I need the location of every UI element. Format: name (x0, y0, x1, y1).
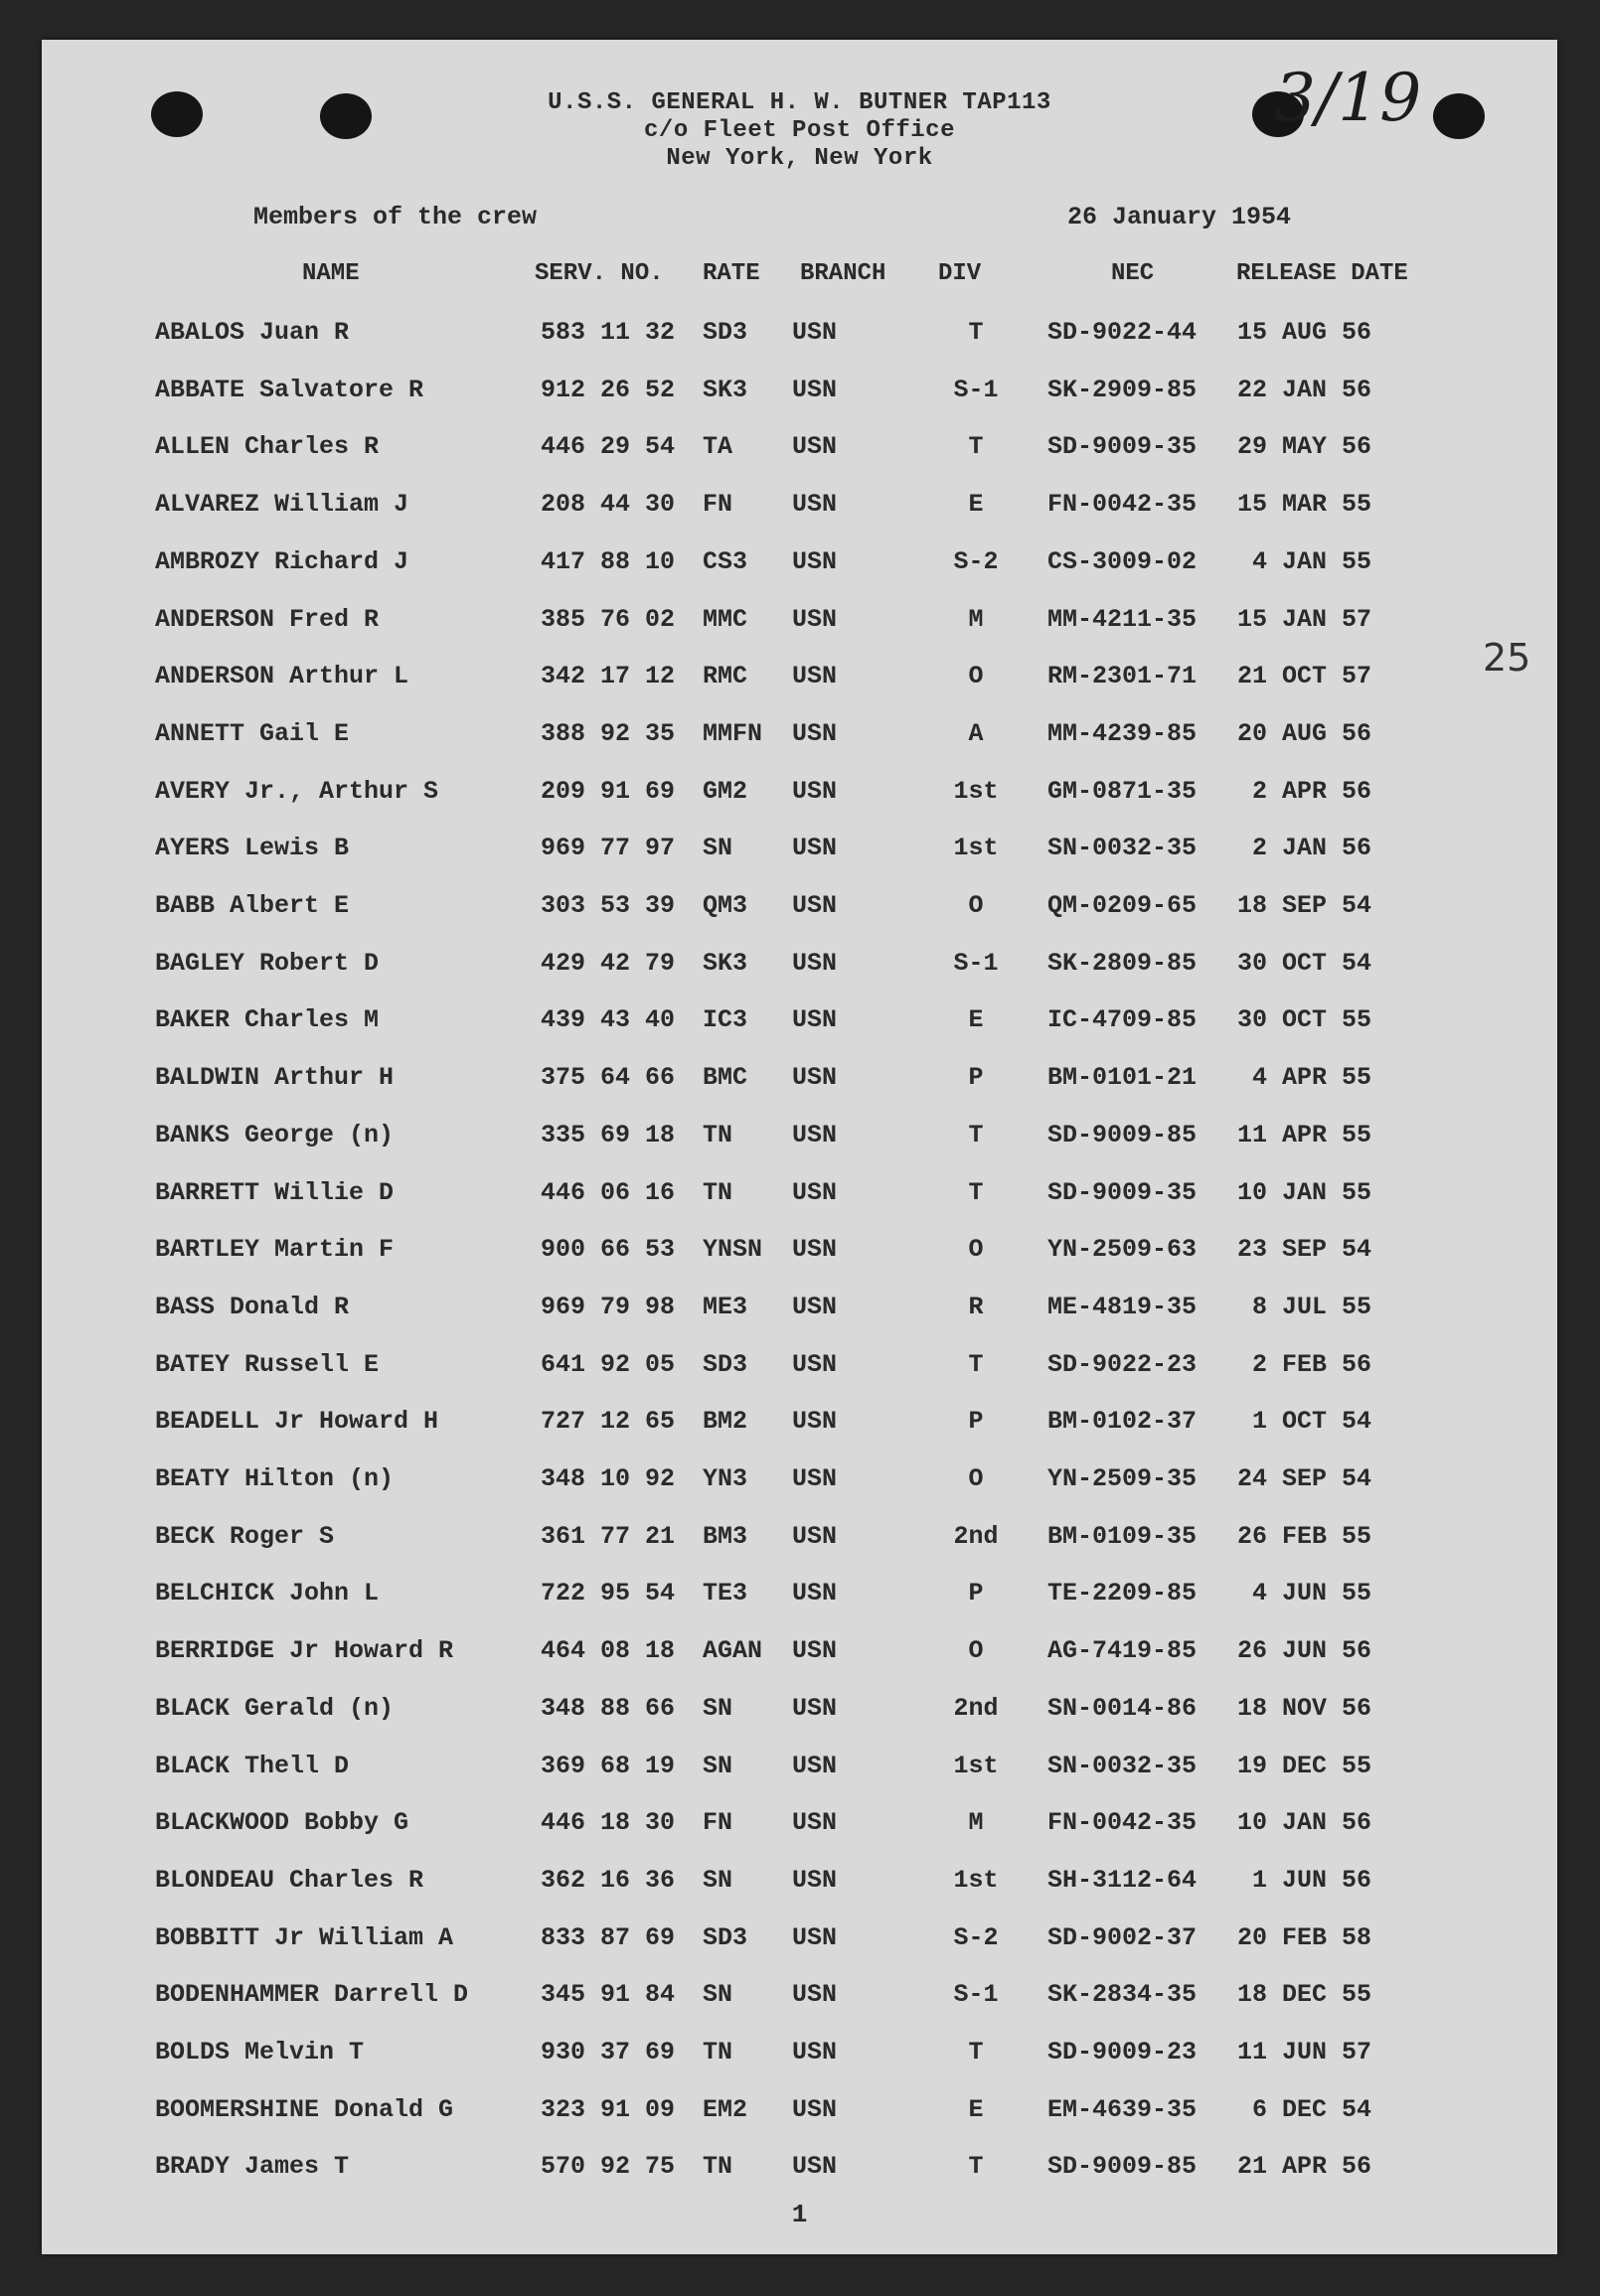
rate: SN (703, 1865, 733, 1895)
branch: USN (792, 1292, 838, 1321)
nec-code: TE-2209-85 (1047, 1579, 1198, 1608)
rate: TA (703, 432, 733, 462)
rate: TN (703, 2152, 733, 2182)
rate: QM3 (703, 891, 748, 920)
rate: GM2 (703, 776, 748, 806)
branch: USN (792, 834, 838, 863)
crew-name: BLONDEAU Charles R (155, 1865, 424, 1895)
division: S-1 (953, 375, 999, 404)
nec-code: SD-9009-85 (1047, 1120, 1198, 1149)
nec-code: SD-9009-35 (1047, 432, 1198, 462)
table-row (42, 1866, 1557, 1906)
branch: USN (792, 1120, 838, 1149)
release-date: 19 DEC 55 (1236, 1751, 1371, 1780)
nec-code: CS-3009-02 (1047, 546, 1198, 576)
nec-code: YN-2509-63 (1047, 1235, 1198, 1265)
col-header-name: NAME (302, 260, 360, 287)
release-date: 30 OCT 55 (1236, 1005, 1371, 1035)
branch: USN (792, 1808, 838, 1838)
release-date: 4 APR 55 (1251, 1063, 1371, 1093)
nec-code: FN-0042-35 (1047, 490, 1198, 520)
col-header-nec: NEC (1111, 260, 1155, 287)
division: T (968, 2038, 984, 2066)
rate: MMC (703, 604, 748, 634)
table-row (42, 1407, 1557, 1447)
branch: USN (792, 1980, 838, 2010)
crew-name: AYERS Lewis B (155, 834, 350, 863)
rate: MMFN (703, 718, 763, 748)
table-row (42, 891, 1557, 931)
division: P (968, 1407, 984, 1437)
crew-name: BOLDS Melvin T (155, 2038, 365, 2066)
release-date: 11 APR 55 (1236, 1120, 1371, 1149)
service-number: 342 17 12 (541, 662, 676, 691)
service-number: 362 16 36 (541, 1865, 676, 1895)
crew-name: BEADELL Jr Howard H (155, 1407, 439, 1437)
release-date: 29 MAY 56 (1236, 432, 1371, 462)
table-row (42, 376, 1557, 415)
service-number: 446 29 54 (541, 432, 676, 462)
col-header-div: DIV (938, 260, 982, 287)
col-header-rate: RATE (703, 260, 760, 287)
crew-name: ANDERSON Arthur L (155, 662, 409, 691)
table-row (42, 1579, 1557, 1618)
table-row (42, 2152, 1557, 2192)
release-date: 18 NOV 56 (1236, 1693, 1371, 1723)
nec-code: BM-0101-21 (1047, 1063, 1198, 1093)
division: 1st (953, 834, 999, 863)
release-date: 10 JAN 55 (1236, 1177, 1371, 1207)
release-date: 22 JAN 56 (1236, 375, 1371, 404)
service-number: 323 91 09 (541, 2094, 676, 2124)
nec-code: SD-9009-23 (1047, 2038, 1198, 2066)
service-number: 361 77 21 (541, 1521, 676, 1551)
release-date: 18 DEC 55 (1236, 1980, 1371, 2010)
page-number: 1 (791, 2200, 808, 2229)
rate: TE3 (703, 1579, 748, 1608)
crew-name: BASS Donald R (155, 1292, 350, 1321)
branch: USN (792, 546, 838, 576)
table-row (42, 2038, 1557, 2077)
branch: USN (792, 1005, 838, 1035)
nec-code: QM-0209-65 (1047, 891, 1198, 920)
nec-code: MM-4211-35 (1047, 604, 1198, 634)
branch: USN (792, 1922, 838, 1952)
release-date: 26 FEB 55 (1236, 1521, 1371, 1551)
nec-code: SN-0032-35 (1047, 834, 1198, 863)
crew-name: BAKER Charles M (155, 1005, 380, 1035)
division: 2nd (953, 1521, 999, 1551)
crew-name: BLACK Gerald (n) (155, 1693, 395, 1723)
service-number: 345 91 84 (541, 1980, 676, 2010)
division: M (968, 1808, 984, 1838)
rate: EM2 (703, 2094, 748, 2124)
release-date: 20 FEB 58 (1236, 1922, 1371, 1952)
rate: ME3 (703, 1292, 748, 1321)
division: 2nd (953, 1693, 999, 1723)
division: O (968, 891, 984, 920)
crew-name: BABB Albert E (155, 891, 350, 920)
table-row (42, 1235, 1557, 1275)
branch: USN (792, 1579, 838, 1608)
table-row (42, 1121, 1557, 1160)
branch: USN (792, 1865, 838, 1895)
table-row (42, 1178, 1557, 1218)
release-date: 24 SEP 54 (1236, 1464, 1371, 1493)
service-number: 375 64 66 (541, 1063, 676, 1093)
release-date: 20 AUG 56 (1236, 718, 1371, 748)
rate: FN (703, 490, 733, 520)
branch: USN (792, 2152, 838, 2182)
branch: USN (792, 1235, 838, 1265)
col-header-branch: BRANCH (800, 260, 886, 287)
division: O (968, 1636, 984, 1666)
service-number: 209 91 69 (541, 776, 676, 806)
service-number: 446 06 16 (541, 1177, 676, 1207)
division: E (968, 490, 984, 520)
nec-code: FN-0042-35 (1047, 1808, 1198, 1838)
rate: BM3 (703, 1521, 748, 1551)
release-date: 2 JAN 56 (1251, 834, 1371, 863)
division: E (968, 1005, 984, 1035)
service-number: 208 44 30 (541, 490, 676, 520)
crew-name: BODENHAMMER Darrell D (155, 1980, 469, 2010)
branch: USN (792, 1177, 838, 1207)
division: S-1 (953, 948, 999, 978)
service-number: 303 53 39 (541, 891, 676, 920)
crew-name: BEATY Hilton (n) (155, 1464, 395, 1493)
nec-code: YN-2509-35 (1047, 1464, 1198, 1493)
nec-code: RM-2301-71 (1047, 662, 1198, 691)
table-row (42, 1522, 1557, 1562)
nec-code: SK-2809-85 (1047, 948, 1198, 978)
table-row (42, 1752, 1557, 1791)
rate: YN3 (703, 1464, 748, 1493)
nec-code: IC-4709-85 (1047, 1005, 1198, 1035)
branch: USN (792, 432, 838, 462)
table-row (42, 1636, 1557, 1676)
table-row (42, 1923, 1557, 1963)
release-date: 18 SEP 54 (1236, 891, 1371, 920)
rate: YNSN (703, 1235, 763, 1265)
branch: USN (792, 604, 838, 634)
crew-name: BATEY Russell E (155, 1349, 380, 1379)
crew-name: ABBATE Salvatore R (155, 375, 424, 404)
rate: BMC (703, 1063, 748, 1093)
table-row (42, 547, 1557, 587)
service-number: 385 76 02 (541, 604, 676, 634)
division: P (968, 1579, 984, 1608)
service-number: 335 69 18 (541, 1120, 676, 1149)
rate: FN (703, 1808, 733, 1838)
crew-name: ALLEN Charles R (155, 432, 380, 462)
release-date: 8 JUL 55 (1251, 1292, 1371, 1321)
service-number: 464 08 18 (541, 1636, 676, 1666)
crew-name: ABALOS Juan R (155, 318, 350, 347)
division: T (968, 1349, 984, 1379)
table-row (42, 1350, 1557, 1390)
release-date: 11 JUN 57 (1236, 2038, 1371, 2066)
crew-name: ANNETT Gail E (155, 718, 350, 748)
crew-name: AMBROZY Richard J (155, 546, 409, 576)
release-date: 15 JAN 57 (1236, 604, 1371, 634)
branch: USN (792, 2038, 838, 2066)
service-number: 369 68 19 (541, 1751, 676, 1780)
division: T (968, 1120, 984, 1149)
branch: USN (792, 1693, 838, 1723)
table-row (42, 432, 1557, 472)
division: S-1 (953, 1980, 999, 2010)
division: O (968, 1464, 984, 1493)
crew-name: BAGLEY Robert D (155, 948, 380, 978)
rate: SN (703, 834, 733, 863)
service-number: 348 10 92 (541, 1464, 676, 1493)
rate: SK3 (703, 375, 748, 404)
crew-name: BALDWIN Arthur H (155, 1063, 395, 1093)
release-date: 2 APR 56 (1251, 776, 1371, 806)
service-number: 833 87 69 (541, 1922, 676, 1952)
division: S-2 (953, 1922, 999, 1952)
division: 1st (953, 776, 999, 806)
division: T (968, 318, 984, 347)
rate: SD3 (703, 1922, 748, 1952)
nec-code: SN-0032-35 (1047, 1751, 1198, 1780)
col-header-serv-no: SERV. NO. (535, 260, 664, 287)
table-row (42, 1694, 1557, 1734)
branch: USN (792, 776, 838, 806)
rate: TN (703, 1120, 733, 1149)
service-number: 583 11 32 (541, 318, 676, 347)
crew-name: ALVAREZ William J (155, 490, 409, 520)
division: R (968, 1292, 984, 1321)
service-number: 900 66 53 (541, 1235, 676, 1265)
col-header-release-date: RELEASE DATE (1236, 260, 1408, 287)
nec-code: MM-4239-85 (1047, 718, 1198, 748)
branch: USN (792, 375, 838, 404)
table-row (42, 1063, 1557, 1103)
release-date: 26 JUN 56 (1236, 1636, 1371, 1666)
nec-code: SK-2909-85 (1047, 375, 1198, 404)
crew-name: AVERY Jr., Arthur S (155, 776, 439, 806)
nec-code: BM-0109-35 (1047, 1521, 1198, 1551)
table-row (42, 1005, 1557, 1045)
nec-code: AG-7419-85 (1047, 1636, 1198, 1666)
crew-name: BRADY James T (155, 2152, 350, 2182)
table-row (42, 318, 1557, 358)
table-row (42, 777, 1557, 817)
crew-name: BANKS George (n) (155, 1120, 395, 1149)
side-number: 25 (1483, 636, 1531, 680)
rate: BM2 (703, 1407, 748, 1437)
crew-name: BLACKWOOD Bobby G (155, 1808, 409, 1838)
nec-code: SD-9009-35 (1047, 1177, 1198, 1207)
rate: AGAN (703, 1636, 763, 1666)
crew-name: BARRETT Willie D (155, 1177, 395, 1207)
crew-name: BOBBITT Jr William A (155, 1922, 454, 1952)
service-number: 722 95 54 (541, 1579, 676, 1608)
table-row (42, 662, 1557, 701)
branch: USN (792, 1464, 838, 1493)
branch: USN (792, 2094, 838, 2124)
nec-code: ME-4819-35 (1047, 1292, 1198, 1321)
branch: USN (792, 490, 838, 520)
document-page (42, 40, 1557, 2254)
rate: SN (703, 1751, 733, 1780)
release-date: 4 JUN 55 (1251, 1579, 1371, 1608)
crew-name: BERRIDGE Jr Howard R (155, 1636, 454, 1666)
division: A (968, 718, 984, 748)
service-number: 446 18 30 (541, 1808, 676, 1838)
division: O (968, 662, 984, 691)
table-row (42, 834, 1557, 873)
nec-code: SD-9009-85 (1047, 2152, 1198, 2182)
division: T (968, 1177, 984, 1207)
nec-code: BM-0102-37 (1047, 1407, 1198, 1437)
service-number: 930 37 69 (541, 2038, 676, 2066)
branch: USN (792, 318, 838, 347)
release-date: 2 FEB 56 (1251, 1349, 1371, 1379)
service-number: 969 77 97 (541, 834, 676, 863)
nec-code: SK-2834-35 (1047, 1980, 1198, 2010)
rate: RMC (703, 662, 748, 691)
service-number: 439 43 40 (541, 1005, 676, 1035)
nec-code: SH-3112-64 (1047, 1865, 1198, 1895)
service-number: 429 42 79 (541, 948, 676, 978)
crew-name: BELCHICK John L (155, 1579, 380, 1608)
release-date: 1 OCT 54 (1251, 1407, 1371, 1437)
nec-code: SD-9022-44 (1047, 318, 1198, 347)
release-date: 4 JAN 55 (1251, 546, 1371, 576)
table-row (42, 2095, 1557, 2135)
nec-code: GM-0871-35 (1047, 776, 1198, 806)
rate: SK3 (703, 948, 748, 978)
document-date: 26 January 1954 (1067, 203, 1292, 231)
division: 1st (953, 1865, 999, 1895)
header-post-office: c/o Fleet Post Office (644, 117, 955, 144)
nec-code: SD-9002-37 (1047, 1922, 1198, 1952)
rate: TN (703, 1177, 733, 1207)
release-date: 23 SEP 54 (1236, 1235, 1371, 1265)
branch: USN (792, 1636, 838, 1666)
service-number: 348 88 66 (541, 1693, 676, 1723)
release-date: 21 OCT 57 (1236, 662, 1371, 691)
release-date: 21 APR 56 (1236, 2152, 1371, 2182)
handwritten-note: 3/19 (1274, 60, 1422, 136)
branch: USN (792, 891, 838, 920)
rate: TN (703, 2038, 733, 2066)
crew-name: ANDERSON Fred R (155, 604, 380, 634)
division: P (968, 1063, 984, 1093)
table-row (42, 1464, 1557, 1504)
branch: USN (792, 662, 838, 691)
division: T (968, 432, 984, 462)
release-date: 10 JAN 56 (1236, 1808, 1371, 1838)
header-city: New York, New York (666, 145, 933, 172)
table-row (42, 1808, 1557, 1848)
division: M (968, 604, 984, 634)
table-row (42, 1293, 1557, 1332)
rate: IC3 (703, 1005, 748, 1035)
service-number: 727 12 65 (541, 1407, 676, 1437)
release-date: 15 MAR 55 (1236, 490, 1371, 520)
release-date: 1 JUN 56 (1251, 1865, 1371, 1895)
crew-name: BOOMERSHINE Donald G (155, 2094, 454, 2124)
branch: USN (792, 1349, 838, 1379)
table-row (42, 949, 1557, 989)
header-ship-name: U.S.S. GENERAL H. W. BUTNER TAP113 (548, 89, 1051, 116)
rate: SN (703, 1693, 733, 1723)
table-row (42, 605, 1557, 645)
branch: USN (792, 1407, 838, 1437)
crew-name: BARTLEY Martin F (155, 1235, 395, 1265)
service-number: 969 79 98 (541, 1292, 676, 1321)
division: S-2 (953, 546, 999, 576)
division: T (968, 2152, 984, 2182)
nec-code: SN-0014-86 (1047, 1693, 1198, 1723)
division: O (968, 1235, 984, 1265)
branch: USN (792, 1063, 838, 1093)
crew-name: BECK Roger S (155, 1521, 335, 1551)
service-number: 641 92 05 (541, 1349, 676, 1379)
nec-code: EM-4639-35 (1047, 2094, 1198, 2124)
division: E (968, 2094, 984, 2124)
table-row (42, 1980, 1557, 2020)
branch: USN (792, 1521, 838, 1551)
service-number: 912 26 52 (541, 375, 676, 404)
nec-code: SD-9022-23 (1047, 1349, 1198, 1379)
rate: SD3 (703, 318, 748, 347)
branch: USN (792, 1751, 838, 1780)
table-row (42, 719, 1557, 759)
division: 1st (953, 1751, 999, 1780)
branch: USN (792, 948, 838, 978)
release-date: 6 DEC 54 (1251, 2094, 1371, 2124)
rate: SN (703, 1980, 733, 2010)
list-subtitle: Members of the crew (253, 203, 538, 231)
release-date: 30 OCT 54 (1236, 948, 1371, 978)
branch: USN (792, 718, 838, 748)
service-number: 417 88 10 (541, 546, 676, 576)
rate: CS3 (703, 546, 748, 576)
release-date: 15 AUG 56 (1236, 318, 1371, 347)
table-row (42, 490, 1557, 530)
rate: SD3 (703, 1349, 748, 1379)
service-number: 388 92 35 (541, 718, 676, 748)
service-number: 570 92 75 (541, 2152, 676, 2182)
crew-name: BLACK Thell D (155, 1751, 350, 1780)
